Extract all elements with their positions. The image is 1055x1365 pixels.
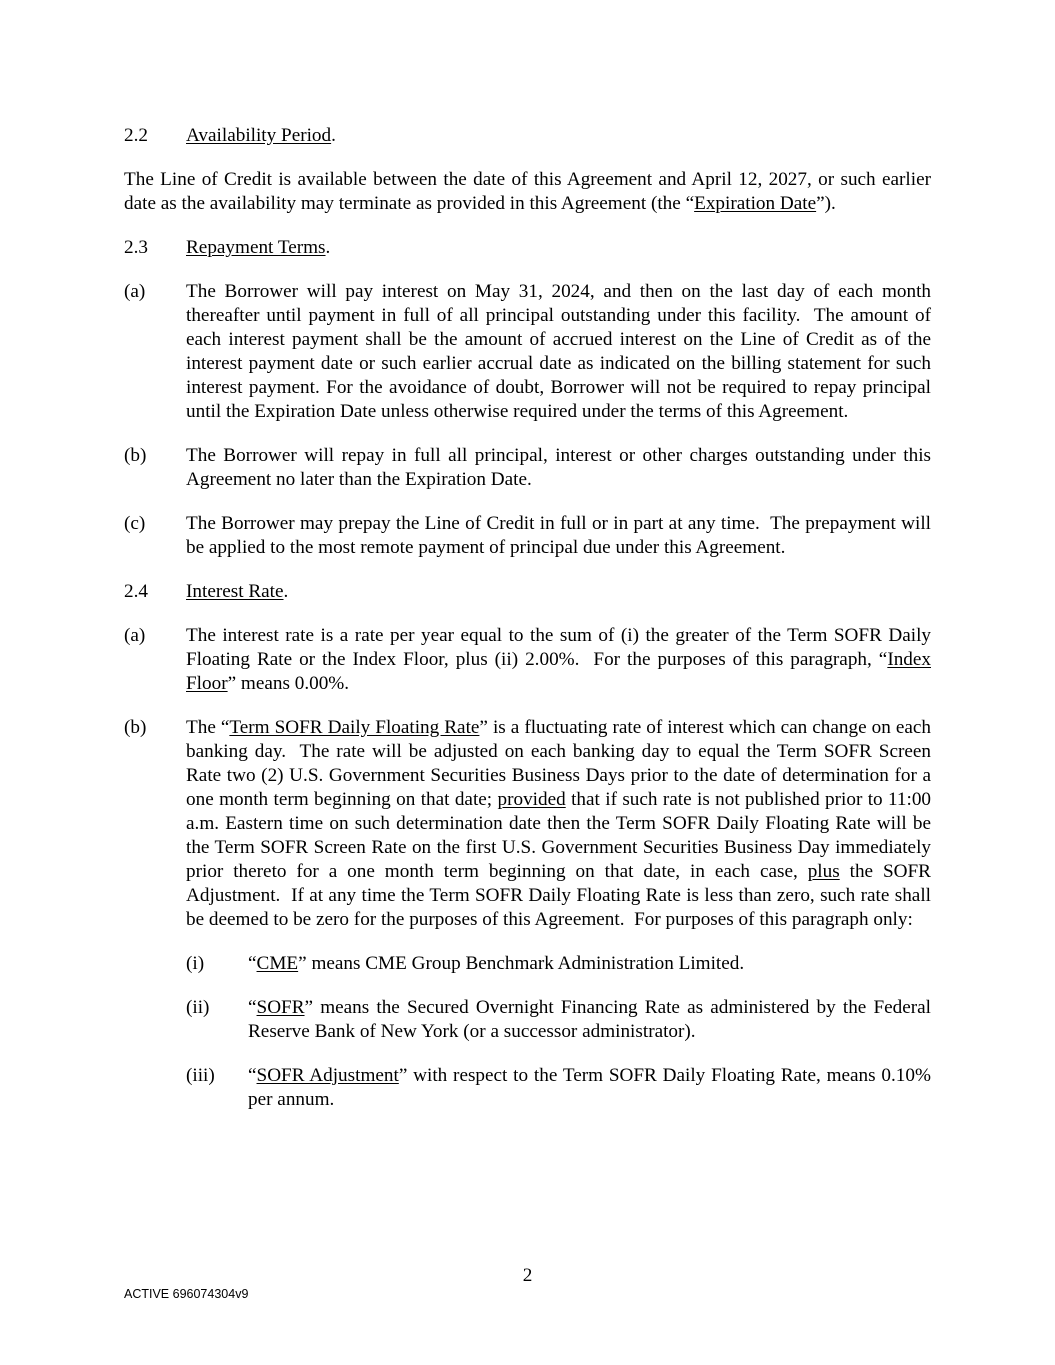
defined-term: CME — [256, 953, 299, 974]
clause-2-4-b — [124, 716, 931, 932]
defined-term: SOFR Adjustment — [256, 1065, 399, 1086]
emphasis-provided: provided — [497, 789, 566, 810]
clause-text-part: The interest rate is a rate per year equal to the sum of (i) the greater of the Term SOFR Daily Floating Rate or the Index Floor, plus (ii) 2.00%. For the purposes of this paragraph, “ — [186, 625, 931, 670]
section-title-wrap — [186, 580, 288, 604]
subclause-text — [248, 952, 931, 976]
section-title: Interest Rate — [186, 581, 284, 602]
paragraph-text: The Line of Credit is available between the date of this Agreement and April 12, 2027, or such earlier date as the availability may terminate as provided in this Agreement (the “ — [124, 169, 931, 214]
clause-2-3-a — [124, 280, 931, 424]
section-2-4-heading — [124, 580, 931, 604]
document-id: ACTIVE 696074304v9 — [124, 1287, 249, 1301]
clause-text-part: the SOFR Adjustment. If at any time the Term SOFR Daily Floating Rate is less than zero, such rate shall be deemed to be zero for the purposes of this Agreement. For purposes of this paragraph only: — [186, 861, 931, 930]
emphasis-plus: plus — [807, 861, 840, 882]
quote-open: “ — [248, 997, 257, 1018]
defined-term: Term SOFR Daily Floating Rate — [229, 717, 480, 738]
defined-term: Index Floor — [186, 649, 931, 694]
section-title: Repayment Terms — [186, 237, 326, 258]
section-title: Availability Period — [186, 125, 332, 146]
section-number: 2.3 — [124, 237, 148, 258]
subclause-label: (iii) — [186, 1065, 215, 1086]
clause-2-4-a — [124, 624, 931, 696]
section-title-wrap — [186, 124, 336, 148]
clause-text-part: ” is a fluctuating rate of interest which can change on each banking day. The rate will be adjusted on each banking day to equal the Term SOFR Screen Rate two (2) U.S. Government Securities Business Days prior to the date of determination for a one month term beginning on that date; — [186, 717, 931, 810]
clause-text: The Borrower will pay interest on May 31, 2024, and then on the last day of each month thereafter until payment in full of all principal outstanding under this facility. The amount of each interest payment shall be the amount of accrued interest on the Line of Credit as of the interest payment date or such earlier accrual date as indicated on the billing statement for such interest payment. For the avoidance of doubt, Borrower will not be required to repay principal until the Expiration Date unless otherwise required under the terms of this Agreement. — [186, 281, 931, 422]
clause-label: (b) — [124, 445, 147, 466]
clause-2-3-b — [124, 444, 931, 492]
subclause-ii — [186, 996, 931, 1044]
section-2-2-heading — [124, 124, 931, 148]
clause-label: (a) — [124, 281, 146, 302]
section-number: 2.4 — [124, 581, 148, 602]
section-number: 2.2 — [124, 125, 148, 146]
clause-text — [186, 624, 931, 696]
subclause-label: (ii) — [186, 997, 210, 1018]
document-page — [124, 124, 931, 1132]
section-title-wrap — [186, 236, 330, 260]
quote-open: “ — [248, 1065, 257, 1086]
quote-open: “ — [248, 953, 257, 974]
subclause-iii — [186, 1064, 931, 1112]
title-punct: . — [283, 581, 289, 602]
section-2-3-heading — [124, 236, 931, 260]
clause-text: The Borrower may prepay the Line of Credit in full or in part at any time. The prepayment will be applied to the most remote payment of principal due under this Agreement. — [186, 513, 931, 558]
defined-term: Expiration Date — [694, 193, 817, 214]
paragraph-text-end: ”). — [816, 193, 836, 214]
subclause-text-part: ” means the Secured Overnight Financing Rate as administered by the Federal Reserve Bank of New York (or a successor administrator). — [248, 997, 931, 1042]
title-punct: . — [331, 125, 336, 146]
clause-text: The Borrower will repay in full all principal, interest or other charges outstanding under this Agreement no later than the Expiration Date. — [186, 445, 931, 490]
clause-text — [186, 716, 931, 932]
clause-label: (a) — [124, 625, 146, 646]
section-2-2-paragraph — [124, 168, 931, 216]
subclause-label: (i) — [186, 953, 205, 974]
subclause-text — [248, 1064, 931, 1112]
subclause-i — [186, 952, 931, 976]
clause-text-part: The “ — [186, 717, 230, 738]
subclause-text-part: ” means CME Group Benchmark Administration Limited. — [298, 953, 745, 974]
clause-text-end: ” means 0.00%. — [227, 673, 350, 694]
subclause-text-part: ” with respect to the Term SOFR Daily Floating Rate, means 0.10% per annum. — [248, 1065, 931, 1110]
defined-term: SOFR — [256, 997, 305, 1018]
title-punct: . — [325, 237, 331, 258]
clause-label: (b) — [124, 717, 147, 738]
clause-label: (c) — [124, 513, 146, 534]
page-number: 2 — [522, 1265, 533, 1286]
clause-text-part: that if such rate is not published prior to 11:00 a.m. Eastern time on such determination date then the Term SOFR Daily Floating Rate will be the Term SOFR Screen Rate on the first U.S. Government Securities Business Day immediately prior thereto for a one month term beginning on that date, in each case, — [186, 789, 932, 882]
clause-2-3-c — [124, 512, 931, 560]
subclause-text — [248, 996, 931, 1044]
